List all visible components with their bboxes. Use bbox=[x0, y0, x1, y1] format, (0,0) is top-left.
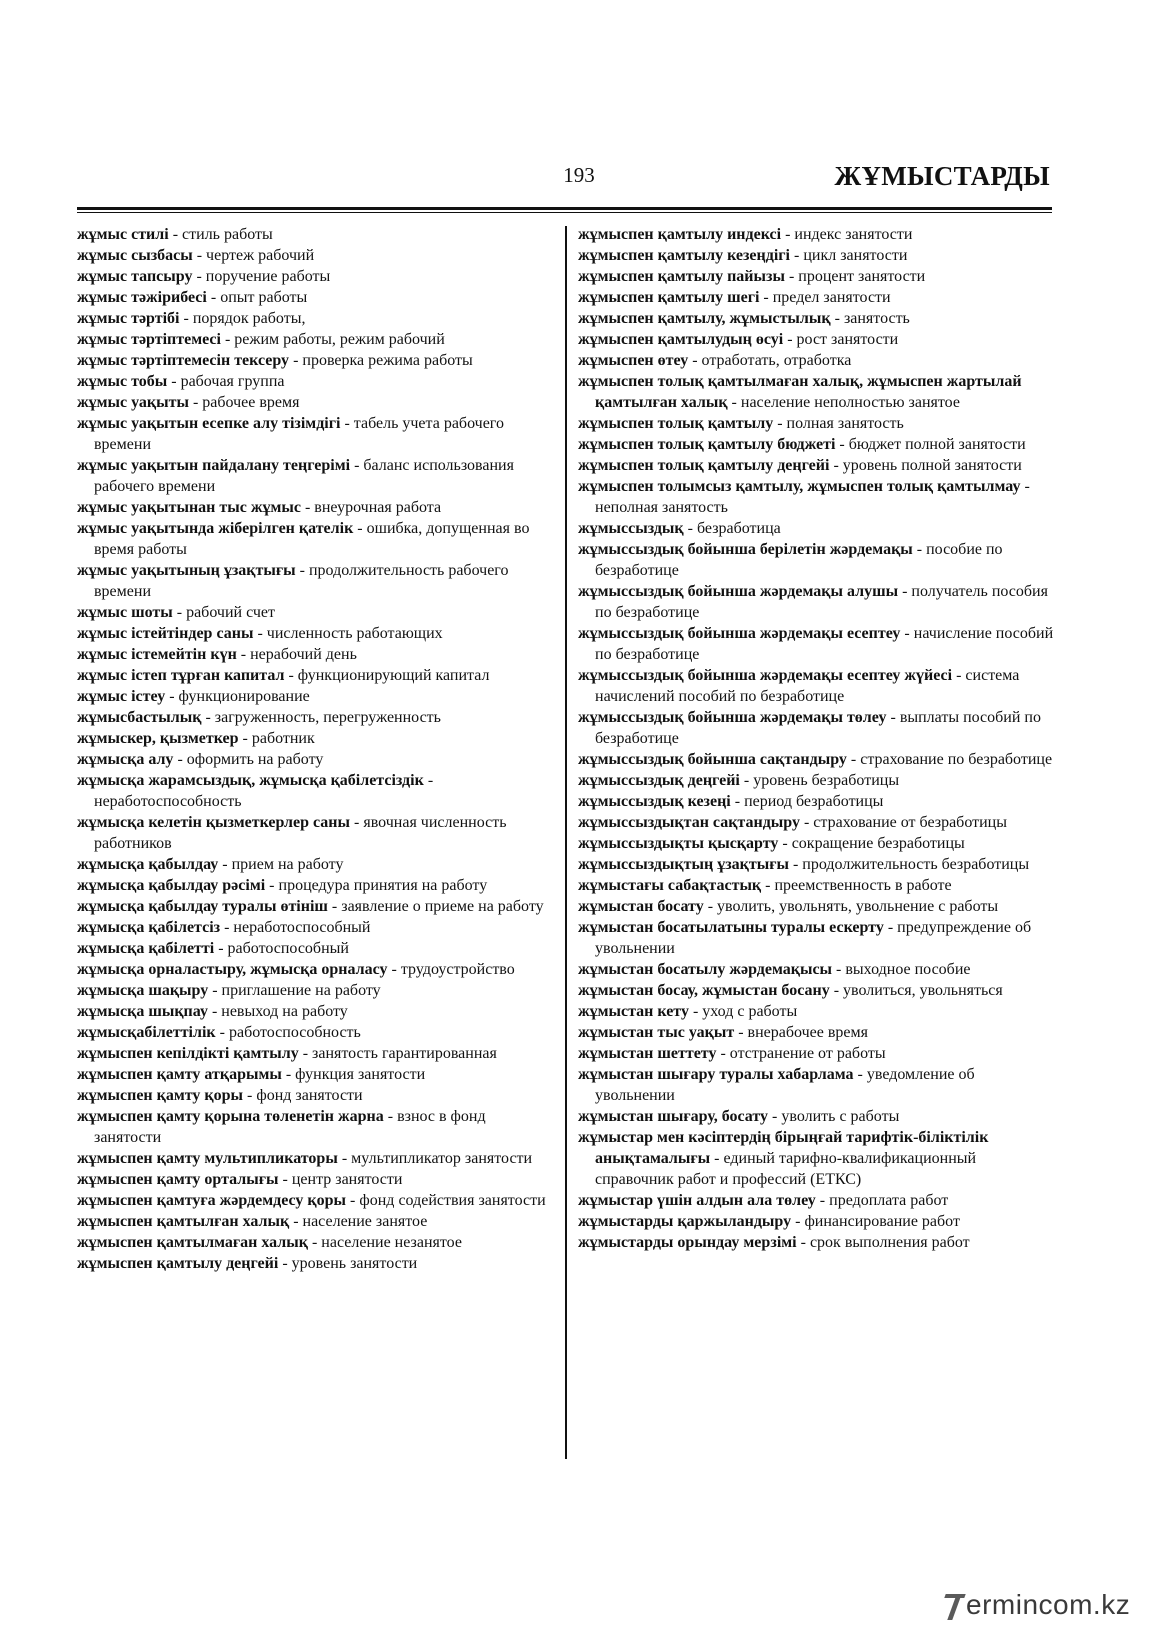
entry-term: жұмысбастылық bbox=[77, 709, 202, 726]
entry-term: жұмыссыздықты қысқарту bbox=[578, 835, 779, 852]
entry-definition: - оформить на работу bbox=[173, 751, 324, 768]
entry-term: жұмыспен толық қамтылу bbox=[578, 415, 774, 432]
entry-term: жұмысқа қабылдау bbox=[77, 856, 219, 873]
entry-definition: - ошибка, допущенная во время работы bbox=[94, 520, 530, 558]
glossary-entry bbox=[77, 770, 555, 812]
glossary-entry bbox=[77, 1253, 555, 1274]
entry-definition: - уволиться, увольняться bbox=[829, 982, 1003, 999]
entry-definition: - получатель пособия по безработице bbox=[595, 583, 1048, 621]
glossary-entry bbox=[578, 854, 1056, 875]
entry-term: жұмыссыздықтан сақтандыру bbox=[578, 814, 800, 831]
left-column bbox=[77, 224, 555, 1274]
entry-term: жұмыс уақытының ұзақтығы bbox=[77, 562, 296, 579]
glossary-entry bbox=[578, 371, 1056, 413]
glossary-entry bbox=[77, 812, 555, 854]
glossary-entry bbox=[77, 875, 555, 896]
entry-term: жұмыскер, қызметкер bbox=[77, 730, 239, 747]
entry-definition: - уволить с работы bbox=[768, 1108, 900, 1125]
glossary-entry bbox=[77, 644, 555, 665]
entry-term: жұмыспен қамту атқарымы bbox=[77, 1066, 282, 1083]
glossary-entry bbox=[578, 287, 1056, 308]
entry-term: жұмыссыздық бойынша берілетін жәрдемақы bbox=[578, 541, 913, 558]
glossary-entry bbox=[578, 1232, 1056, 1253]
entry-term: жұмыспен толымсыз қамтылу, жұмыспен толық қамтылмау bbox=[578, 478, 1021, 495]
entry-term: жұмыспен қамтылу кезеңдігі bbox=[578, 247, 790, 264]
glossary-entry bbox=[77, 1022, 555, 1043]
entry-term: жұмыстан босатылу жәрдемақысы bbox=[578, 961, 833, 978]
glossary-entry bbox=[77, 980, 555, 1001]
entry-definition: - занятость гарантированная bbox=[298, 1045, 497, 1062]
entry-term: жұмыс уақытын есепке алу тізімдігі bbox=[77, 415, 341, 432]
entry-term: жұмыс тапсыру bbox=[77, 268, 193, 285]
entry-term: жұмыс стилі bbox=[77, 226, 169, 243]
entry-definition: - функция занятости bbox=[281, 1066, 426, 1083]
right-column bbox=[578, 224, 1056, 1253]
logo-text: ermincom.kz bbox=[966, 1589, 1131, 1620]
entry-definition: - бюджет полной занятости bbox=[835, 436, 1026, 453]
entry-definition: - уровень безработицы bbox=[739, 772, 900, 789]
glossary-entry bbox=[578, 770, 1056, 791]
glossary-entry bbox=[77, 1085, 555, 1106]
entry-term: жұмыс уақытынан тыс жұмыс bbox=[77, 499, 301, 516]
glossary-entry bbox=[578, 1043, 1056, 1064]
entry-definition: - преемственность в работе bbox=[761, 877, 952, 894]
glossary-entry bbox=[578, 833, 1056, 854]
glossary-entry bbox=[578, 980, 1056, 1001]
glossary-entry bbox=[77, 224, 555, 245]
glossary-entry bbox=[77, 413, 555, 455]
entry-definition: - уровень занятости bbox=[278, 1255, 418, 1272]
glossary-entry bbox=[578, 623, 1056, 665]
entry-definition: - явочная численность работников bbox=[94, 814, 507, 852]
glossary-entry bbox=[77, 518, 555, 560]
entry-term: жұмыссыздықтың ұзақтығы bbox=[578, 856, 789, 873]
entry-definition: - рабочая группа bbox=[167, 373, 285, 390]
entry-definition: - прием на работу bbox=[218, 856, 344, 873]
glossary-entry bbox=[77, 1001, 555, 1022]
entry-term: жұмыспен қамтылу индексі bbox=[578, 226, 782, 243]
entry-definition: - индекс занятости bbox=[781, 226, 913, 243]
entry-definition: - рост занятости bbox=[783, 331, 899, 348]
entry-definition: - уволить, увольнять, увольнение с работы bbox=[703, 898, 999, 915]
entry-term: жұмыссыздық кезеңі bbox=[578, 793, 731, 810]
entry-term: жұмыссыздық бойынша сақтандыру bbox=[578, 751, 847, 768]
entry-term: жұмыс шоты bbox=[77, 604, 173, 621]
glossary-entry bbox=[77, 245, 555, 266]
entry-term: жұмыс тобы bbox=[77, 373, 168, 390]
glossary-entry bbox=[578, 959, 1056, 980]
entry-term: жұмыс істеу bbox=[77, 688, 166, 705]
entry-definition: - неработоспособный bbox=[220, 919, 371, 936]
entry-definition: - внерабочее время bbox=[734, 1024, 868, 1041]
glossary-entry bbox=[77, 371, 555, 392]
entry-term: жұмыспен қамтылудың өсуі bbox=[578, 331, 784, 348]
entry-term: жұмыс уақыты bbox=[77, 394, 189, 411]
entry-term: жұмыспен толық қамтылу деңгейі bbox=[578, 457, 830, 474]
entry-term: жұмыс тәжірибесі bbox=[77, 289, 207, 306]
entry-term: жұмыс тәртіптемесі bbox=[77, 331, 221, 348]
header-rule bbox=[77, 207, 1052, 210]
entry-definition: - работоспособный bbox=[214, 940, 349, 957]
entry-definition: - опыт работы bbox=[206, 289, 308, 306]
entry-term: жұмыспен қамту мультипликаторы bbox=[77, 1150, 338, 1167]
entry-term: жұмыспен толық қамтылмаған халық, жұмыспен жартылай қамтылған халық bbox=[578, 373, 1022, 411]
entry-definition: - рабочее время bbox=[188, 394, 300, 411]
entry-term: жұмыстан шеттету bbox=[578, 1045, 717, 1062]
entry-definition: - неполная занятость bbox=[595, 478, 1030, 516]
glossary-entry bbox=[77, 959, 555, 980]
entry-definition: - занятость bbox=[830, 310, 910, 327]
entry-term: жұмысқа орналастыру, жұмысқа орналасу bbox=[77, 961, 388, 978]
entry-term: жұмыспен қамтылу деңгейі bbox=[77, 1255, 279, 1272]
entry-term: жұмыссыздық бойынша жәрдемақы есептеу жүйесі bbox=[578, 667, 953, 684]
entry-definition: - уведомление об увольнении bbox=[595, 1066, 975, 1104]
glossary-entry bbox=[77, 350, 555, 371]
glossary-entry bbox=[578, 476, 1056, 518]
header-rule-thin bbox=[77, 212, 1052, 213]
glossary-entry bbox=[578, 917, 1056, 959]
entry-definition: - финансирование работ bbox=[791, 1213, 960, 1230]
glossary-entry bbox=[77, 1148, 555, 1169]
entry-definition: - приглашение на работу bbox=[208, 982, 381, 999]
entry-definition: - внеурочная работа bbox=[300, 499, 442, 516]
entry-definition: - полная занятость bbox=[773, 415, 904, 432]
entry-term: жұмыссыздық деңгейі bbox=[578, 772, 740, 789]
entry-term: жұмыстан босау, жұмыстан босану bbox=[578, 982, 830, 999]
glossary-entry bbox=[77, 1043, 555, 1064]
glossary-entry bbox=[77, 1211, 555, 1232]
entry-term: жұмысқа алу bbox=[77, 751, 174, 768]
entry-definition: - население незанятое bbox=[307, 1234, 462, 1251]
entry-definition: - предупреждение об увольнении bbox=[595, 919, 1032, 957]
entry-term: жұмысқа қабілетті bbox=[77, 940, 215, 957]
entry-definition: - страхование по безработице bbox=[846, 751, 1053, 768]
entry-definition: - трудоустройство bbox=[387, 961, 515, 978]
entry-definition: - неработоспособность bbox=[94, 772, 434, 810]
entry-definition: - функционирующий капитал bbox=[284, 667, 490, 684]
entry-definition: - загруженность, перегруженность bbox=[201, 709, 441, 726]
glossary-entry bbox=[578, 1127, 1056, 1190]
glossary-entry bbox=[77, 665, 555, 686]
glossary-entry bbox=[77, 1190, 555, 1211]
entry-definition: - система начислений пособий по безработице bbox=[595, 667, 1020, 705]
glossary-entry bbox=[77, 623, 555, 644]
entry-definition: - нерабочий день bbox=[236, 646, 357, 663]
glossary-entry bbox=[578, 539, 1056, 581]
glossary-entry bbox=[578, 581, 1056, 623]
glossary-entry bbox=[578, 791, 1056, 812]
glossary-entry bbox=[578, 1022, 1056, 1043]
entry-definition: - население занятое bbox=[289, 1213, 428, 1230]
glossary-entry bbox=[77, 686, 555, 707]
entry-definition: - чертеж рабочий bbox=[192, 247, 315, 264]
entry-term: жұмыспен қамтылу шегі bbox=[578, 289, 760, 306]
entry-definition: - население неполностью занятое bbox=[727, 394, 960, 411]
entry-definition: - выходное пособие bbox=[832, 961, 971, 978]
entry-definition: - фонд занятости bbox=[243, 1087, 363, 1104]
glossary-entry bbox=[77, 308, 555, 329]
glossary-entry bbox=[578, 896, 1056, 917]
entry-definition: - центр занятости bbox=[278, 1171, 403, 1188]
entry-term: жұмысқа қабілетсіз bbox=[77, 919, 221, 936]
entry-term: жұмысқа келетін қызметкерлер саны bbox=[77, 814, 351, 831]
glossary-entry bbox=[77, 938, 555, 959]
entry-definition: - проверка режима работы bbox=[289, 352, 473, 369]
glossary-entry bbox=[578, 1001, 1056, 1022]
entry-definition: - фонд содействия занятости bbox=[346, 1192, 546, 1209]
glossary-entry bbox=[77, 560, 555, 602]
entry-definition: - продолжительность рабочего времени bbox=[94, 562, 509, 600]
entry-term: жұмыспен қамтылмаған халық bbox=[77, 1234, 308, 1251]
glossary-entry bbox=[77, 329, 555, 350]
glossary-entry bbox=[578, 413, 1056, 434]
running-head: ЖҰМЫСТАРДЫ bbox=[834, 161, 1050, 191]
entry-term: жұмыссыздық бойынша жәрдемақы есептеу bbox=[578, 625, 901, 642]
glossary-entry bbox=[77, 287, 555, 308]
entry-definition: - процедура принятия на работу bbox=[265, 877, 488, 894]
entry-definition: - единый тарифно-квалификационный справочник работ и профессий (ЕТКС) bbox=[595, 1150, 977, 1188]
entry-definition: - взнос в фонд занятости bbox=[94, 1108, 486, 1146]
entry-definition: - уход с работы bbox=[688, 1003, 798, 1020]
glossary-entry bbox=[77, 1232, 555, 1253]
entry-definition: - отстранение от работы bbox=[716, 1045, 886, 1062]
glossary-entry bbox=[578, 350, 1056, 371]
entry-term: жұмыс істемейтін күн bbox=[77, 646, 237, 663]
glossary-entry bbox=[77, 707, 555, 728]
column-divider bbox=[565, 226, 567, 1459]
entry-definition: - мультипликатор занятости bbox=[337, 1150, 533, 1167]
entry-definition: - срок выполнения работ bbox=[796, 1234, 970, 1251]
glossary-entry bbox=[578, 875, 1056, 896]
entry-definition: - порядок работы, bbox=[179, 310, 306, 327]
entry-term: жұмыспен өтеу bbox=[578, 352, 689, 369]
entry-definition: - отработать, отработка bbox=[688, 352, 852, 369]
glossary-entry bbox=[578, 455, 1056, 476]
entry-definition: - заявление о приеме на работу bbox=[327, 898, 544, 915]
page-number: 193 bbox=[563, 163, 595, 187]
entry-term: жұмыссыздық бойынша жәрдемақы төлеу bbox=[578, 709, 887, 726]
glossary-entry bbox=[77, 749, 555, 770]
entry-term: жұмыстан шығару туралы хабарлама bbox=[578, 1066, 854, 1083]
entry-term: жұмыспен қамтылу пайызы bbox=[578, 268, 785, 285]
glossary-entry bbox=[578, 1064, 1056, 1106]
glossary-entry bbox=[77, 896, 555, 917]
entry-term: жұмыстағы сабақтастық bbox=[578, 877, 762, 894]
entry-term: жұмыс сызбасы bbox=[77, 247, 193, 264]
entry-term: жұмыстан кету bbox=[578, 1003, 689, 1020]
entry-term: жұмыс уақытын пайдалану теңгерімі bbox=[77, 457, 351, 474]
entry-term: жұмыстан босату bbox=[578, 898, 704, 915]
entry-definition: - предоплата работ bbox=[815, 1192, 949, 1209]
entry-definition: - работник bbox=[238, 730, 315, 747]
entry-term: жұмыстарды қаржыландыру bbox=[578, 1213, 792, 1230]
glossary-entry bbox=[77, 602, 555, 623]
entry-definition: - баланс использования рабочего времени bbox=[94, 457, 514, 495]
entry-definition: - пособие по безработице bbox=[595, 541, 1003, 579]
entry-definition: - безработица bbox=[683, 520, 781, 537]
entry-term: жұмыстан шығару, босату bbox=[578, 1108, 769, 1125]
entry-term: жұмыстан босатылатыны туралы ескерту bbox=[578, 919, 884, 936]
entry-term: жұмыссыздық бойынша жәрдемақы алушы bbox=[578, 583, 899, 600]
glossary-entry bbox=[578, 329, 1056, 350]
glossary-entry bbox=[578, 518, 1056, 539]
entry-definition: - поручение работы bbox=[192, 268, 331, 285]
entry-term: жұмыс тәртіптемесін тексеру bbox=[77, 352, 290, 369]
entry-term: жұмысқа шықпау bbox=[77, 1003, 208, 1020]
entry-term: жұмыспен қамту қорына төленетін жарна bbox=[77, 1108, 384, 1125]
glossary-entry bbox=[578, 308, 1056, 329]
entry-term: жұмысқабілеттілік bbox=[77, 1024, 216, 1041]
glossary-entry bbox=[77, 728, 555, 749]
entry-definition: - выплаты пособий по безработице bbox=[595, 709, 1041, 747]
glossary-entry bbox=[77, 854, 555, 875]
entry-definition: - цикл занятости bbox=[790, 247, 908, 264]
entry-definition: - процент занятости bbox=[784, 268, 926, 285]
entry-term: жұмысқа жарамсыздық, жұмысқа қабілетсіздік bbox=[77, 772, 424, 789]
entry-term: жұмыстар мен кәсіптердің бірыңғай тарифтік-біліктілік анықтамалығы bbox=[578, 1129, 989, 1167]
entry-definition: - сокращение безработицы bbox=[778, 835, 965, 852]
entry-term: жұмыс тәртібі bbox=[77, 310, 180, 327]
glossary-entry bbox=[578, 1211, 1056, 1232]
glossary-entry bbox=[578, 749, 1056, 770]
entry-term: жұмыспен кепілдікті қамтылу bbox=[77, 1045, 299, 1062]
glossary-entry bbox=[77, 266, 555, 287]
glossary-entry bbox=[578, 665, 1056, 707]
glossary-entry bbox=[578, 245, 1056, 266]
entry-definition: - невыход на работу bbox=[207, 1003, 348, 1020]
entry-term: жұмыспен толық қамтылу бюджеті bbox=[578, 436, 836, 453]
entry-term: жұмыстарды орындау мерзімі bbox=[578, 1234, 797, 1251]
entry-definition: - уровень полной занятости bbox=[829, 457, 1022, 474]
glossary-entry bbox=[77, 1064, 555, 1085]
entry-term: жұмыспен қамтылған халық bbox=[77, 1213, 290, 1230]
glossary-entry bbox=[77, 1106, 555, 1148]
entry-term: жұмыссыздық bbox=[578, 520, 684, 537]
entry-definition: - период безработицы bbox=[730, 793, 884, 810]
entry-definition: - табель учета рабочего времени bbox=[94, 415, 504, 453]
entry-definition: - продолжительность безработицы bbox=[788, 856, 1030, 873]
glossary-entry bbox=[77, 497, 555, 518]
entry-term: жұмыс уақытында жіберілген қателік bbox=[77, 520, 354, 537]
entry-definition: - численность работающих bbox=[253, 625, 443, 642]
entry-definition: - предел занятости bbox=[759, 289, 891, 306]
entry-definition: - стиль работы bbox=[168, 226, 273, 243]
entry-term: жұмыс істейтіндер саны bbox=[77, 625, 254, 642]
glossary-entry bbox=[578, 707, 1056, 749]
glossary-entry bbox=[578, 1106, 1056, 1127]
entry-term: жұмысқа шақыру bbox=[77, 982, 209, 999]
glossary-entry bbox=[578, 224, 1056, 245]
entry-term: жұмыспен қамту қоры bbox=[77, 1087, 244, 1104]
entry-term: жұмыспен қамтуға жәрдемдесу қоры bbox=[77, 1192, 347, 1209]
glossary-entry bbox=[578, 1190, 1056, 1211]
entry-term: жұмыспен қамту орталығы bbox=[77, 1171, 279, 1188]
entry-definition: - работоспособность bbox=[215, 1024, 361, 1041]
entry-term: жұмысқа қабылдау туралы өтініш bbox=[77, 898, 328, 915]
entry-term: жұмысқа қабылдау рәсімі bbox=[77, 877, 266, 894]
glossary-entry bbox=[77, 392, 555, 413]
entry-term: жұмыстан тыс уақыт bbox=[578, 1024, 735, 1041]
entry-definition: - режим работы, режим рабочий bbox=[220, 331, 445, 348]
glossary-entry bbox=[77, 455, 555, 497]
glossary-entry bbox=[578, 434, 1056, 455]
entry-definition: - рабочий счет bbox=[172, 604, 275, 621]
glossary-entry bbox=[578, 812, 1056, 833]
entry-definition: - функционирование bbox=[165, 688, 310, 705]
glossary-entry bbox=[77, 917, 555, 938]
terminkom-logo bbox=[945, 1585, 1145, 1625]
glossary-entry bbox=[578, 266, 1056, 287]
entry-term: жұмыспен қамтылу, жұмыстылық bbox=[578, 310, 831, 327]
glossary-entry bbox=[77, 1169, 555, 1190]
entry-term: жұмыстар үшін алдын ала төлеу bbox=[578, 1192, 816, 1209]
entry-term: жұмыс істеп тұрған капитал bbox=[77, 667, 285, 684]
entry-definition: - начисление пособий по безработице bbox=[595, 625, 1054, 663]
entry-definition: - страхование от безработицы bbox=[799, 814, 1007, 831]
